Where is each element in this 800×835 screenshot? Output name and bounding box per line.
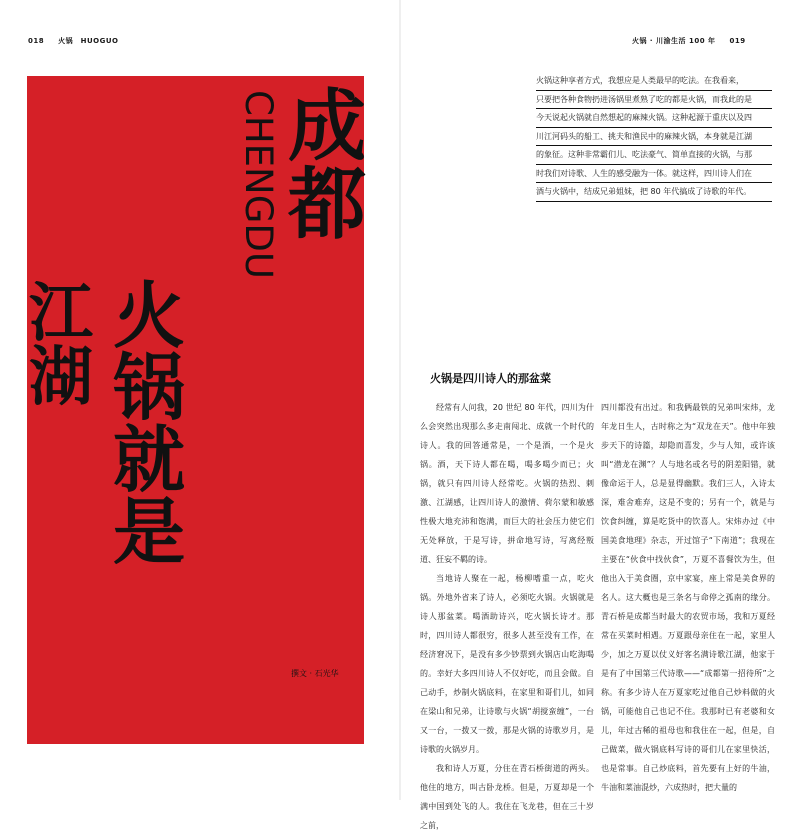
right-page-number: 019 — [729, 37, 746, 45]
intro-line: 时我们对诗歌、人生的感受融为一体。就这样，四川诗人们在 — [536, 165, 772, 184]
heading-char: 火 — [112, 274, 185, 358]
heading-char: 成 — [287, 82, 366, 172]
article-column-left — [420, 398, 594, 830]
heading-char: 就 — [112, 418, 185, 502]
intro-line: 川江河码头的船工、挑夫和渔民中的麻辣火锅，本身就是江湖 — [536, 128, 772, 147]
article-paragraph: 当地诗人聚在一起，杨柳嗜重一点，吃火锅。外地外省来了诗人，必须吃火锅。火锅就是诗人那盆菜。喝酒助诗兴，吃火锅长诗才。那时，四川诗人都很穷，很多人甚至没有工作，在经济窘况下，是没有多少钞票到火锅店山吃海喝的。幸好大多四川诗人不仅好吃，而且会做。自己动手，炒制火锅底料，在家里和哥们儿，如同在梁山和兄弟，让诗歌与火锅“胡搅蛮缠”，一台又一台，一拨又一拨，那是火锅的诗歌岁月，是诗歌的火锅岁月。 — [420, 574, 594, 754]
intro-line: 酒与火锅中，结成兄弟姐妹，把 80 年代搞成了诗歌的年代。 — [536, 183, 772, 202]
article-paragraph: 四川都没有出过。和我俩最铁的兄弟叫宋炜，龙年龙日生人，古时称之为“双龙在天”。他中年独步天下的诗篇，却隐而喜发，少与人知，或许该叫“潜龙在渊”？人与地名或名号的阴差阳错，就像命运于人，总是显得幽默。我们三人，入诗太深，难舍难弃，这是不变的；另有一个，就是与饮食纠缠，算是吃货中的饮喜人。宋炜办过《中国美食地理》杂志，开过馆子“下南道”；我现在主要在“伙食中找伙食”，万夏不喜餐饮为生，但他出入于美食圈，京中家宴，座上常是美食界的名人。这大概也是三条名与命停之孤南的缘分。青石桥是成都当时最大的农贸市场，我和万夏经常在买菜时相遇。万夏跟母亲住在一起，家里人少，加之万夏以仗义好客名满诗歌江湖，他家于是有了中国第三代诗歌——“成都第一招待所”之称。有多少诗人在万夏家吃过他自己炒料做的火锅，可能他自己也记不住。我那时已有老婆和女儿，年过古稀的祖母也和我住在一起，但是，自己做菜，做火锅底料写诗的哥们儿在家里快活，也是常事。自己炒底料，首先要有上好的牛油，牛油和菜油混炒，六成热时，把大量的 — [601, 403, 775, 792]
heading-char: 是 — [112, 490, 185, 574]
left-running-header — [28, 36, 119, 46]
title-poster — [27, 76, 364, 744]
heading-char: 锅 — [112, 346, 185, 430]
article-paragraph: 经常有人问我，20 世纪 80 年代，四川为什么会突然出现那么多走南闯北、成就一个时代的诗人。我的回答通常是，一个是酒，一个是火锅。酒，天下诗人都在喝，喝多喝少而已；火锅，就只有四川诗人经常吃。火锅的热烈、刺激、江湖感，让四川诗人的激情、荷尔蒙和敏感性极大地充沛和饱满，而巨大的社会压力使它们无处释放，于是写诗，拼命地写诗，写离经叛道、狂妄不羁的诗。 — [420, 403, 594, 564]
intro-paragraph — [536, 72, 772, 202]
intro-line: 的象征。这种非常霸们儿、吃法豪气、简单直接的火锅，与那 — [536, 146, 772, 165]
heading-char: 湖 — [29, 341, 93, 415]
right-running-header — [632, 36, 746, 46]
left-page-number: 018 — [28, 37, 45, 45]
heading-char: 江 — [29, 277, 93, 351]
intro-line: 火锅这种享者方式，我想应是人类最早的吃法。在我看来， — [536, 72, 772, 91]
chengdu-heading — [283, 82, 371, 250]
article-title: 火锅是四川诗人的那盆菜 — [430, 372, 551, 385]
left-header-title: 火锅 HUOGUO — [58, 37, 119, 45]
chengdu-pinyin — [239, 88, 279, 278]
intro-line: 今天说起火锅就自然想起的麻辣火锅。这种起源于重庆以及四 — [536, 109, 772, 128]
article-paragraph: 我和诗人万夏，分住在青石桥街道的两头。他住的地方，叫古卧龙桥。但是，万夏却是一个满中国到处飞的人。我住在飞龙巷，但在三十岁之前， — [420, 764, 594, 830]
book-spine — [399, 0, 401, 800]
article-column-right — [601, 398, 775, 792]
heading-char: 都 — [287, 160, 366, 250]
right-header-title: 火锅 · 川渝生活 100 年 — [632, 37, 716, 45]
intro-line: 只要把各种食物扔进汤锅里煮熟了吃的都是火锅，而我此的是 — [536, 91, 772, 110]
jianghu-heading — [27, 277, 95, 415]
svg-text:CHENGDU: CHENGDU — [237, 90, 280, 279]
huoguo-heading — [109, 274, 189, 574]
author-credit: 撰文 · 石光华 — [291, 669, 339, 678]
